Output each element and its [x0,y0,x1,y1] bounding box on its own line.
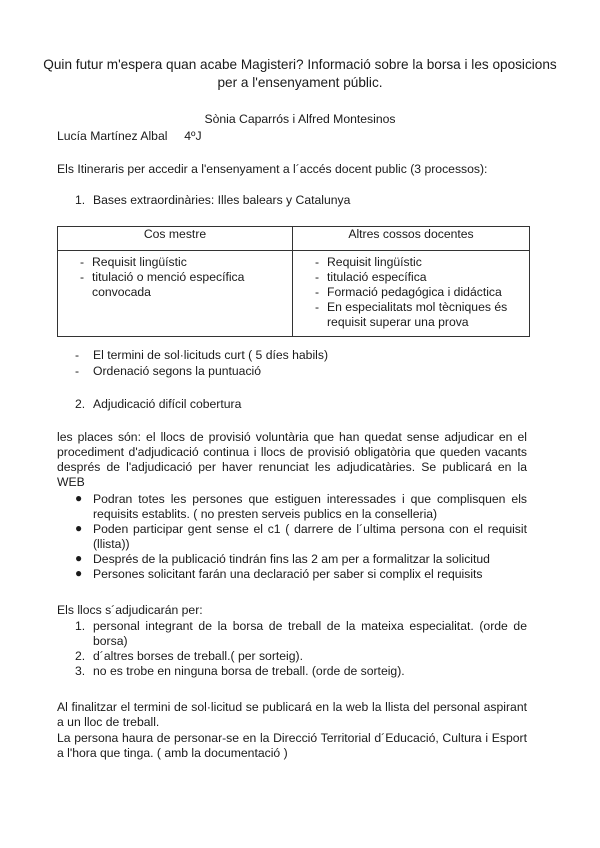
course: 4ºJ [184,129,202,143]
list-item: - En especialitats mol tècniques és requisit superar una prova [299,300,523,330]
list-item: - Requisit lingüístic [299,255,523,270]
places-paragraph: les places són: el llocs de provisió voluntària que han quedat sense adjudicar en el procediment d'adjudicació continua i llocs de provisió obligatòria que queden vacants després de l'adjudicació per haver renunciat les adjudicatàries. Se publicará en la WEB [57,430,527,489]
authors: Sònia Caparrós i Alfred Montesinos [204,112,396,126]
section-2-number: 2. [75,397,86,411]
closing-publication: Al finalitzar el termini de sol·licitud se publicará en la web la llista del personal aspirant a un lloc de treball. [57,700,527,729]
list-item: ● Podran totes les persones que estiguen interessades i que complisquen els requisits establits. ( no presten serveis publics en la conselleria) [75,491,527,521]
document-page: Quin futur m'espera quan acabe Magisteri? Informació sobre la borsa i les oposicions per a l'ensenyament públic. Sònia Caparrós i Alfred Montesinos Lucía Martínez Albal 4ºJ Els Itineraris per accedir a l'ensenyament a l´accés docent public (3 processos): 1. Bases extraordinàries: Illes balears y Catalunya Cos mestre Altres cossos docentes - Requisit lingüístic - titulació o menció específica convocada - Requisit lingüístic - titulació específica - Formació pedagógica i didáctica - En especialitats mol tècniques és requisit superar una prova - El termini de sol·licituds curt ( 5 díes habils) - Ordenació segons la puntuació 2. Adjudicació difícil cobertura les places són: el llocs de provisió voluntària que han quedat sense adjudicar en el procediment d'adjudicació continua i llocs de provisió obligatòria que queden vacants després de l'adjudicació per haver renunciat les adjudicatàries. Se publicará en la WEB ● Podran totes les persones que estiguen interessades i que complisquen els requisits establits. ( no presten serveis publics en la conselleria) ● Poden participar gent sense el c1 ( darrere de l´ultima persona con el requisit (llista)) ● Després de la publicació tindrán fins las 2 am per a formalitzar la solicitud ● Persones solicitant farán una declaració per saber si complix el requisits Els llocs s´adjudicarán per: 1. personal integrant de la borsa de treball de la mateixa especialitat. (orde de borsa) 2. d´altres borses de treball.( per sorteig). 3. no es trobe en ninguna borsa de treball. (orde de sorteig). Al finalitzar el termini de sol·licitud se publicará en la web la llista del personal aspirant a un lloc de treball. La persona haura de personar-se en la Direcció Territorial d´Educació, Cultura i Esport a l'hora que tinga. ( amb la documentació ) [0,0,600,848]
note-text: Ordenació segons la puntuació [93,364,262,378]
list-item: - titulació o menció específica convocada [64,270,286,300]
adjudication-list [57,619,527,679]
section-1-label: Bases extraordinàries: Illes balears y Catalunya [93,193,351,207]
table-cell-cos-mestre [58,251,293,337]
bullet-icon: ● [75,491,83,505]
intro-text: Els Itineraris per accedir a l'ensenyament a l´accés docent public (3 processos): [57,162,488,176]
list-item: ● Després de la publicació tindrán fins las 2 am per a formalitzar la solicitud [75,551,490,566]
bullet-icon: ● [75,566,83,580]
list-item: - Formació pedagógica i didáctica [299,285,523,300]
page-title: Quin futur m'espera quan acabe Magisteri? Informació sobre la borsa i les oposicions per a l'ensenyament públic. [43,57,557,90]
bullet-icon: ● [75,551,83,565]
section-1-number: 1. [75,193,86,207]
list-item: ● Poden participar gent sense el c1 ( darrere de l´ultima persona con el requisit (llista)) [75,521,527,551]
section-2-label: Adjudicació difícil cobertura [93,397,242,411]
bullet-icon: ● [75,521,83,535]
list-item: 1. personal integrant de la borsa de treball de la mateixa especialitat. (orde de borsa) [75,619,527,648]
conditions-list [57,492,527,582]
list-item: - Requisit lingüístic [64,255,286,270]
list-item: 3. no es trobe en ninguna borsa de treball. (orde de sorteig). [75,664,405,678]
list-item: - titulació específica [299,270,523,285]
list-item: ● Persones solicitant farán una declaració per saber si complix el requisits [75,566,483,581]
requirements-table [57,226,530,337]
table-header-cos-mestre: Cos mestre [58,227,293,251]
table-header-altres-cossos: Altres cossos docentes [293,227,530,251]
list-item: 2. d´altres borses de treball.( per sorteig). [75,649,303,663]
adjudication-intro: Els llocs s´adjudicarán per: [57,603,203,617]
student-line [57,129,202,144]
student-name: Lucía Martínez Albal [57,129,168,143]
note-text: El termini de sol·licituds curt ( 5 díes habils) [93,348,329,362]
closing-presentation: La persona haura de personar-se en la Direcció Territorial d´Educació, Cultura i Esport a l'hora que tinga. ( amb la documentació ) [57,731,527,760]
table-cell-altres-cossos [293,251,530,337]
